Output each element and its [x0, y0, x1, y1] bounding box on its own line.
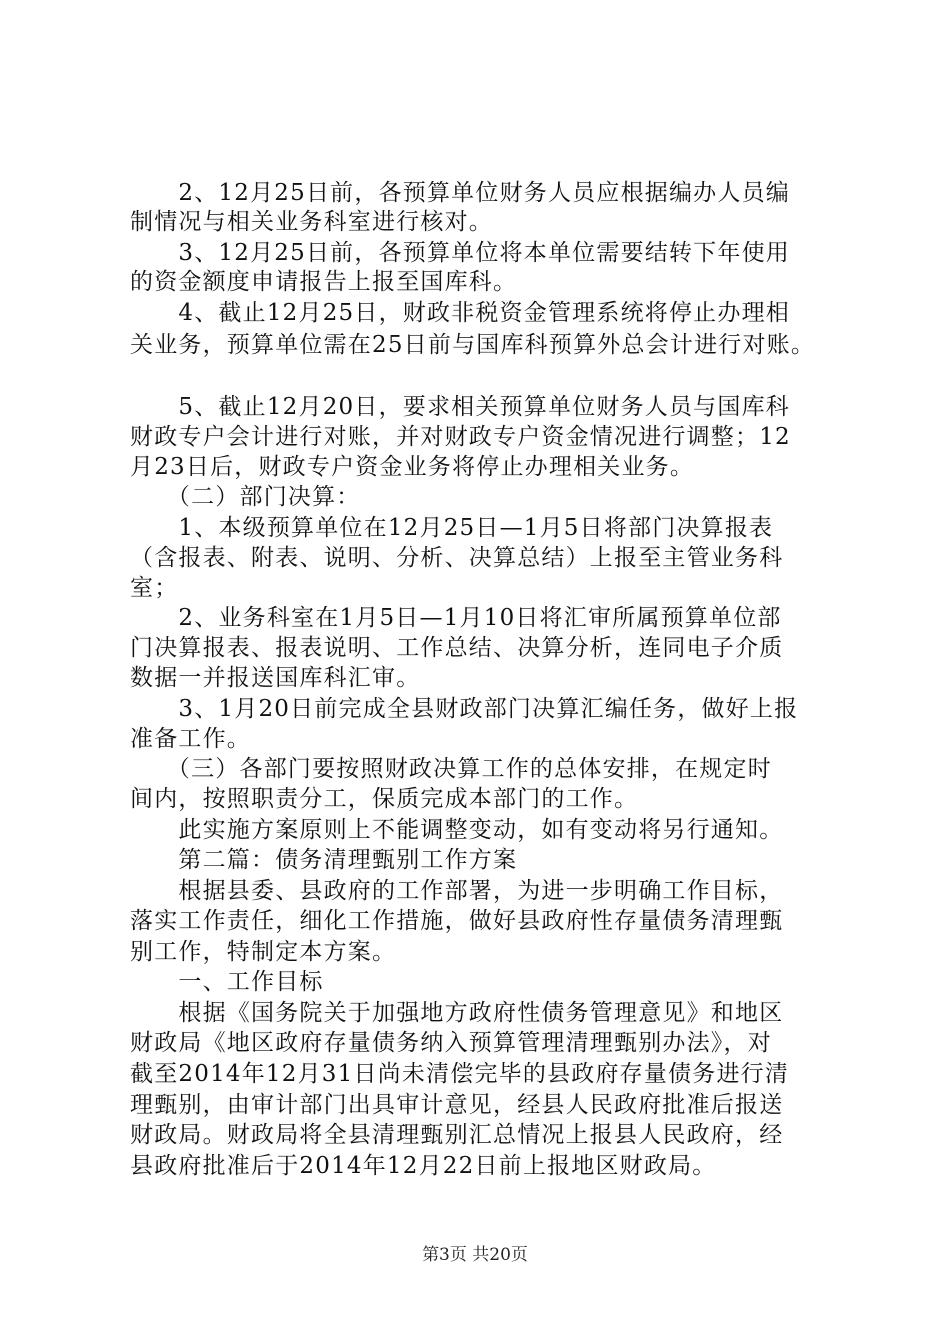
text-line: 5、截止12月20日，要求相关预算单位财务人员与国库科 — [130, 394, 790, 420]
section-heading: 一、工作目标 — [130, 969, 324, 995]
text-line: 间内，按照职责分工，保质完成本部门的工作。 — [130, 786, 639, 812]
text-line: 财政专户会计进行对账，并对财政专户资金情况进行调整；12 — [130, 424, 791, 450]
text-line: 4、截止12月25日，财政非税资金管理系统将停止办理相 — [130, 300, 790, 326]
text-line: 2、12月25日前，各预算单位财务人员应根据编办人员编 — [130, 180, 790, 206]
text-line: 2、业务科室在1月5日—1月10日将汇审所属预算单位部 — [130, 605, 782, 631]
text-line: 月23日后，财政专户资金业务将停止办理相关业务。 — [130, 454, 695, 480]
text-line: 门决算报表、报表说明、工作总结、决算分析，连同电子介质 — [130, 635, 784, 661]
text-line: （含报表、附表、说明、分析、决算总结）上报至主管业务科 — [130, 545, 784, 571]
text-line: 落实工作责任，细化工作措施，做好县政府性存量债务清理甄 — [130, 908, 784, 934]
text-line: 根据县委、县政府的工作部署，为进一步明确工作目标， — [130, 878, 784, 904]
page-number-footer: 第3页 共20页 — [422, 1245, 528, 1265]
section-heading: 第二篇：债务清理甄别工作方案 — [130, 847, 518, 873]
text-line: 截至2014年12月31日尚未清偿完毕的县政府存量债务进行清 — [130, 1061, 790, 1087]
text-line: 1、本级预算单位在12月25日—1月5日将部门决算报表 — [130, 515, 774, 541]
text-line: 室； — [130, 575, 179, 601]
text-line: 3、12月25日前，各预算单位将本单位需要结转下年使用 — [130, 240, 790, 266]
text-line: 根据《国务院关于加强地方政府性债务管理意见》和地区 — [130, 1000, 784, 1026]
text-line: 准备工作。 — [130, 726, 251, 752]
text-line: 关业务，预算单位需在25日前与国库科预算外总会计进行对账。 — [130, 332, 816, 358]
text-line: 数据一并报送国库科汇审。 — [130, 665, 421, 691]
text-line: 3、1月20日前完成全县财政部门决算汇编任务，做好上报 — [130, 696, 799, 722]
text-line: 制情况与相关业务科室进行核对。 — [130, 209, 493, 235]
section-heading: （二）部门决算： — [130, 484, 361, 510]
text-line: 此实施方案原则上不能调整变动，如有变动将另行通知。 — [130, 817, 784, 843]
text-line: 的资金额度申请报告上报至国库科。 — [130, 269, 518, 295]
text-line: （三）各部门要按照财政决算工作的总体安排，在规定时 — [130, 756, 772, 782]
text-line: 理甄别，由审计部门出具审计意见，经县人民政府批准后报送 — [130, 1092, 784, 1118]
text-line: 县政府批准后于2014年12月22日前上报地区财政局。 — [130, 1153, 717, 1179]
text-line: 别工作，特制定本方案。 — [130, 939, 397, 965]
text-line: 财政局《地区政府存量债务纳入预算管理清理甄别办法》，对 — [130, 1030, 772, 1056]
text-line: 财政局。财政局将全县清理甄别汇总情况上报县人民政府，经 — [130, 1122, 784, 1148]
